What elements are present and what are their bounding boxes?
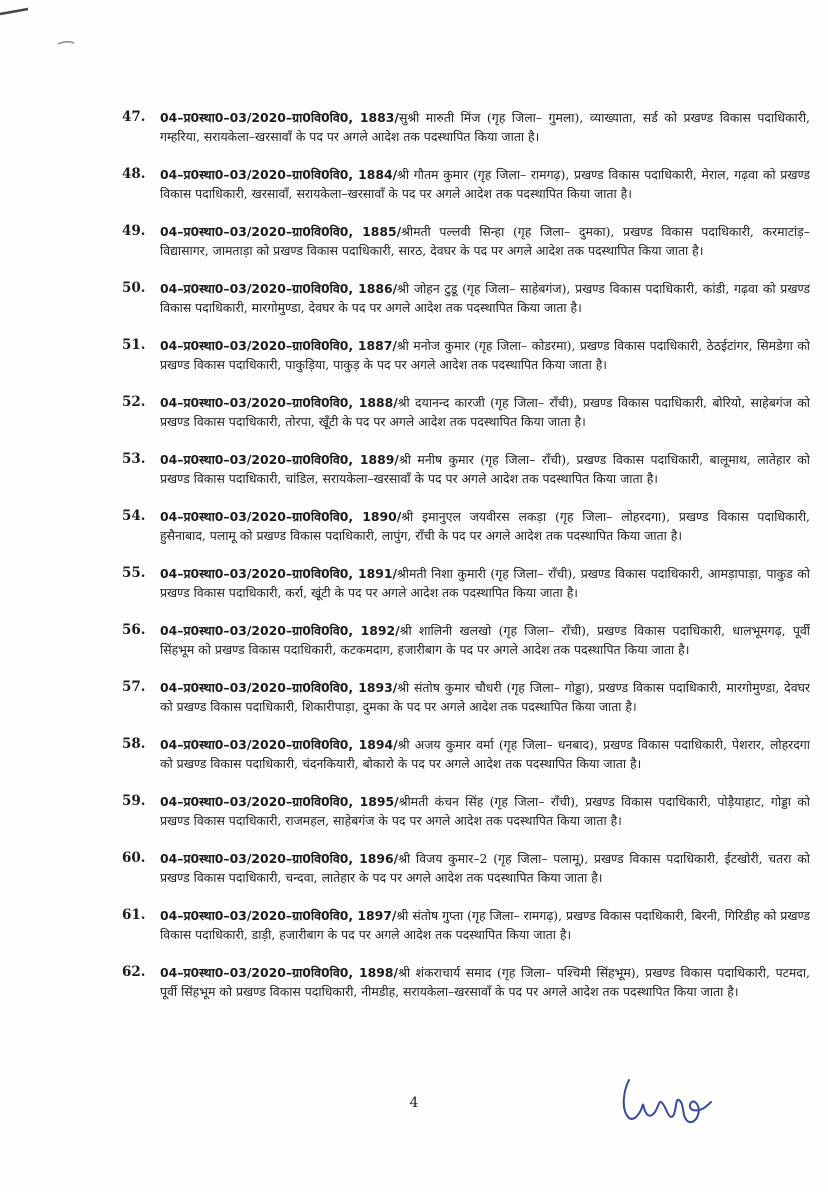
entry-order-code: 04–प्र0स्था0–03/2020–ग्रा0वि0वि0, 1884/ [160,167,398,182]
entry-order-code: 04–प्र0स्था0–03/2020–ग्रा0वि0वि0, 1897/ [160,908,397,923]
order-entry [110,507,810,564]
entry-number: 49. [122,223,146,239]
entry-text: श्री मनीष कुमार (गृह जिला– राँची), प्रखण्ड विकास पदाधिकारी, बालूमाथ, लातेहार को प्रखण्ड विकास पदाधिकारी, चांडिल, सरायकेला–खरसावाँ के पद पर अगले आदेश तक पदस्थापित किया जाता है। [160,452,810,486]
entry-number: 55. [122,565,146,581]
entry-number: 47. [122,109,146,125]
entry-number: 52. [122,394,146,410]
entry-text: श्री संतोष कुमार चौधरी (गृह जिला– गोड्डा), प्रखण्ड विकास पदाधिकारी, मारगोमुण्डा, देवघर को प्रखण्ड विकास पदाधिकारी, शिकारीपाड़ा, दुमका के पद पर अगले आदेश तक पदस्थापित किया जाता है। [160,680,810,714]
page-number: 4 [409,1095,419,1111]
entry-order-code: 04–प्र0स्था0–03/2020–ग्रा0वि0वि0, 1889/ [160,452,399,467]
order-entry [110,222,810,279]
order-entry [110,963,810,1020]
entry-number: 53. [122,451,146,467]
entry-text: श्री विजय कुमार–2 (गृह जिला– पलामू), प्रखण्ड विकास पदाधिकारी, ईटखोरी, चतरा को प्रखण्ड विकास पदाधिकारी, चन्दवा, लातेहार के पद पर अगले आदेश तक पदस्थापित किया जाता है। [160,851,810,885]
order-entry [110,108,810,165]
entry-text: श्री मनोज कुमार (गृह जिला– कोडरमा), प्रखण्ड विकास पदाधिकारी, ठेठईटांगर, सिमडेगा को प्रखण्ड विकास पदाधिकारी, पाकुड़िया, पाकुड़ के पद पर अगले आदेश तक पदस्थापित किया जाता है। [160,338,810,372]
order-entry [110,678,810,735]
scan-corner-mark [0,0,90,70]
entry-order-code: 04–प्र0स्था0–03/2020–ग्रा0वि0वि0, 1887/ [160,338,397,353]
order-entry [110,906,810,963]
entry-number: 61. [122,907,146,923]
signature-icon [615,1062,725,1132]
entry-number: 58. [122,736,146,752]
entry-text: श्रीमती कंचन सिंह (गृह जिला– राँची), प्रखण्ड विकास पदाधिकारी, पोड़ैयाहाट, गोड्डा को प्रखण्ड विकास पदाधिकारी, राजमहल, साहेबगंज के पद पर अगले आदेश तक पदस्थापित किया जाता है। [160,794,810,828]
order-entry [110,336,810,393]
entry-text: श्रीमती निशा कुमारी (गृह जिला– राँची), प्रखण्ड विकास पदाधिकारी, आमड़ापाड़ा, पाकुड को प्रखण्ड विकास पदाधिकारी, कर्रा, खूंटी के पद पर अगले आदेश तक पदस्थापित किया जाता है। [160,566,810,600]
order-entries [110,108,810,1020]
entry-number: 51. [122,337,146,353]
entry-number: 56. [122,622,146,638]
order-entry [110,279,810,336]
entry-text: श्री दयानन्द कारजी (गृह जिला– राँची), प्रखण्ड विकास पदाधिकारी, बोरियो, साहेबगंज को प्रखण्ड विकास पदाधिकारी, तोरपा, खूँटी के पद पर अगले आदेश तक पदस्थापित किया जाता है। [160,395,810,429]
entry-text: श्री शालिनी खलखो (गृह जिला– राँची), प्रखण्ड विकास पदाधिकारी, धालभूमगढ़, पूर्वी सिंहभूम को प्रखण्ड विकास पदाधिकारी, कटकमदाग, हजारीबाग के पद पर अगले आदेश तक पदस्थापित किया जाता है। [160,623,810,657]
entry-order-code: 04–प्र0स्था0–03/2020–ग्रा0वि0वि0, 1891/ [160,566,397,581]
entry-order-code: 04–प्र0स्था0–03/2020–ग्रा0वि0वि0, 1888/ [160,395,398,410]
entry-order-code: 04–प्र0स्था0–03/2020–ग्रा0वि0वि0, 1895/ [160,794,399,809]
entry-order-code: 04–प्र0स्था0–03/2020–ग्रा0वि0वि0, 1898/ [160,965,399,980]
entry-order-code: 04–प्र0स्था0–03/2020–ग्रा0वि0वि0, 1886/ [160,281,398,296]
entry-number: 50. [122,280,146,296]
entry-number: 60. [122,850,146,866]
entry-number: 57. [122,679,146,695]
entry-text: श्री इमानुएल जयवीरस लकड़ा (गृह जिला– लोहरदगा), प्रखण्ड विकास पदाधिकारी, हुसैनाबाद, पलामू को प्रखण्ड विकास पदाधिकारी, लापुंग, राँची के पद पर अगले आदेश तक पदस्थापित किया जाता है। [160,509,810,543]
entry-order-code: 04–प्र0स्था0–03/2020–ग्रा0वि0वि0, 1883/ [160,110,399,125]
entry-number: 54. [122,508,146,524]
entry-order-code: 04–प्र0स्था0–03/2020–ग्रा0वि0वि0, 1885/ [160,224,402,239]
order-entry [110,735,810,792]
entry-text: सुश्री मारुती मिंज (गृह जिला– गुमला), व्याख्याता, सर्ड को प्रखण्ड विकास पदाधिकारी, गम्हरिया, सरायकेला–खरसावाँ के पद पर अगले आदेश तक पदस्थापित किया जाता है। [160,110,810,144]
entry-order-code: 04–प्र0स्था0–03/2020–ग्रा0वि0वि0, 1892/ [160,623,400,638]
entry-order-code: 04–प्र0स्था0–03/2020–ग्रा0वि0वि0, 1894/ [160,737,398,752]
entry-text: श्री गौतम कुमार (गृह जिला– रामगढ़), प्रखण्ड विकास पदाधिकारी, मेराल, गढ़वा को प्रखण्ड विकास पदाधिकारी, खरसावाँ, सरायकेला–खरसावाँ के पद पर अगले आदेश तक पदस्थापित किया जाता है। [160,167,810,201]
order-entry [110,450,810,507]
entry-order-code: 04–प्र0स्था0–03/2020–ग्रा0वि0वि0, 1896/ [160,851,399,866]
entry-order-code: 04–प्र0स्था0–03/2020–ग्रा0वि0वि0, 1890/ [160,509,402,524]
entry-text: श्री अजय कुमार वर्मा (गृह जिला– धनबाद), प्रखण्ड विकास पदाधिकारी, पेशरार, लोहरदगा को प्रखण्ड विकास पदाधिकारी, चंदनकियारी, बोकारो के पद पर अगले आदेश तक पदस्थापित किया जाता है। [160,737,810,771]
order-entry [110,849,810,906]
order-entry [110,165,810,222]
entry-text: श्रीमती पल्लवी सिन्हा (गृह जिला– दुमका), प्रखण्ड विकास पदाधिकारी, करमाटांड़–विद्यासागर, जामताड़ा को प्रखण्ड विकास पदाधिकारी, सारठ, देवघर के पद पर अगले आदेश तक पदस्थापित किया जाता है। [160,224,810,258]
entry-number: 62. [122,964,146,980]
entry-number: 48. [122,166,146,182]
order-entry [110,792,810,849]
order-entry [110,564,810,621]
entry-text: श्री शंकराचार्य समाद (गृह जिला– पश्चिमी सिंहभूम), प्रखण्ड विकास पदाधिकारी, पटमदा, पूर्वी सिंहभूम को प्रखण्ड विकास पदाधिकारी, नीमडीह, सरायकेला–खरसावाँ के पद पर अगले आदेश तक पदस्थापित किया जाता है। [160,965,810,999]
entry-number: 59. [122,793,146,809]
entry-text: श्री संतोष गुप्ता (गृह जिला– रामगढ़), प्रखण्ड विकास पदाधिकारी, बिरनी, गिरिडीह को प्रखण्ड विकास पदाधिकारी, डाड़ी, हजारीबाग के पद पर अगले आदेश तक पदस्थापित किया जाता है। [160,908,810,942]
order-entry [110,621,810,678]
order-entry [110,393,810,450]
entry-order-code: 04–प्र0स्था0–03/2020–ग्रा0वि0वि0, 1893/ [160,680,398,695]
entry-text: श्री जोहन टुडू (गृह जिला– साहेबगंज), प्रखण्ड विकास पदाधिकारी, कांडी, गढ़वा को प्रखण्ड विकास पदाधिकारी, मारगोमुण्डा, देवघर के पद पर अगले आदेश तक पदस्थापित किया जाता है। [160,281,810,315]
